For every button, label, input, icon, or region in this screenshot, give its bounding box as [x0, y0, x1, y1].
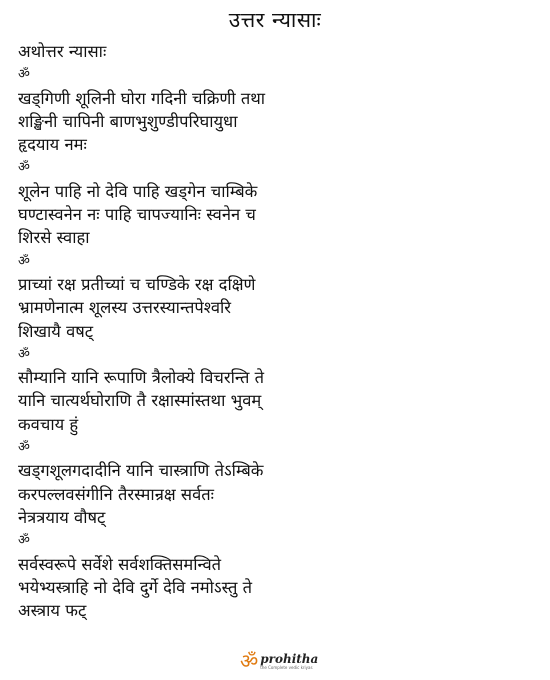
- logo-text: [260, 653, 318, 670]
- verse-line: खड्गशूलगदादीनि यानि चास्त्राणि तेऽम्बिके: [18, 461, 264, 481]
- verse-line: घण्टास्वनेन नः पाहि चापज्यानिः स्वनेन च: [18, 205, 256, 225]
- section-5: [18, 436, 542, 529]
- verse-line: सौम्यानि यानि रूपाणि त्रैलोक्ये विचरन्ति ते: [18, 368, 265, 388]
- mantra-line: हृदयाय नमः: [18, 135, 87, 155]
- page-title: उत्तर न्यासाः: [228, 8, 322, 32]
- om-symbol: ॐ: [18, 253, 30, 269]
- om-symbol: ॐ: [18, 533, 30, 549]
- prohitha-logo: [240, 651, 318, 671]
- mantra-line: अस्त्राय फट्: [18, 601, 87, 621]
- om-logo-icon: ॐ: [240, 649, 259, 673]
- section-4: [18, 343, 542, 436]
- verse-line: शूलेन पाहि नो देवि पाहि खड्गेन चाम्बिके: [18, 181, 258, 201]
- mantra-line: नेत्रत्रयाय वौषट्: [18, 507, 106, 527]
- verse-line: यानि चात्यर्थघोराणि तै रक्षास्मांस्तथा भुवम्: [18, 391, 262, 411]
- document-body: [18, 40, 542, 622]
- verse-line: भयेभ्यस्त्राहि नो देवि दुर्गे देवि नमोऽस्तु ते: [18, 577, 253, 597]
- verse-line: प्राच्यां रक्ष प्रतीच्यां च चण्डिके रक्ष दक्षिणे: [18, 274, 256, 294]
- verse-line: करपल्लवसंगीनि तैरस्मान्रक्ष सर्वतः: [18, 484, 214, 504]
- verse-line: खड्गिणी शूलिनी घोरा गदिनी चक्रिणी तथा: [18, 88, 266, 108]
- om-symbol: ॐ: [18, 160, 30, 176]
- om-symbol: ॐ: [18, 346, 30, 362]
- section-heading: अथोत्तर न्यासाः: [18, 42, 107, 61]
- verse-line: शङ्खिनी चापिनी बाणभुशुण्डीपरिघायुधा: [18, 111, 238, 131]
- section-3: [18, 250, 542, 343]
- om-symbol: ॐ: [18, 440, 30, 456]
- section-6: [18, 529, 542, 622]
- verse-line: भ्रामणेनात्म शूलस्य उत्तरस्यान्तपेश्वरि: [18, 298, 232, 318]
- verse-line: सर्वस्वरूपे सर्वेशे सर्वशक्तिसमन्विते: [18, 554, 222, 574]
- mantra-line: कवचाय हुं: [18, 414, 79, 434]
- section-1: [18, 63, 542, 156]
- om-symbol: ॐ: [18, 67, 30, 83]
- logo-tagline: the Complete vedic kriyas: [260, 664, 313, 670]
- mantra-line: शिखायै वषट्: [18, 321, 94, 341]
- section-2: [18, 156, 542, 249]
- mantra-line: शिरसे स्वाहा: [18, 228, 90, 248]
- logo-name: prohitha: [260, 651, 319, 666]
